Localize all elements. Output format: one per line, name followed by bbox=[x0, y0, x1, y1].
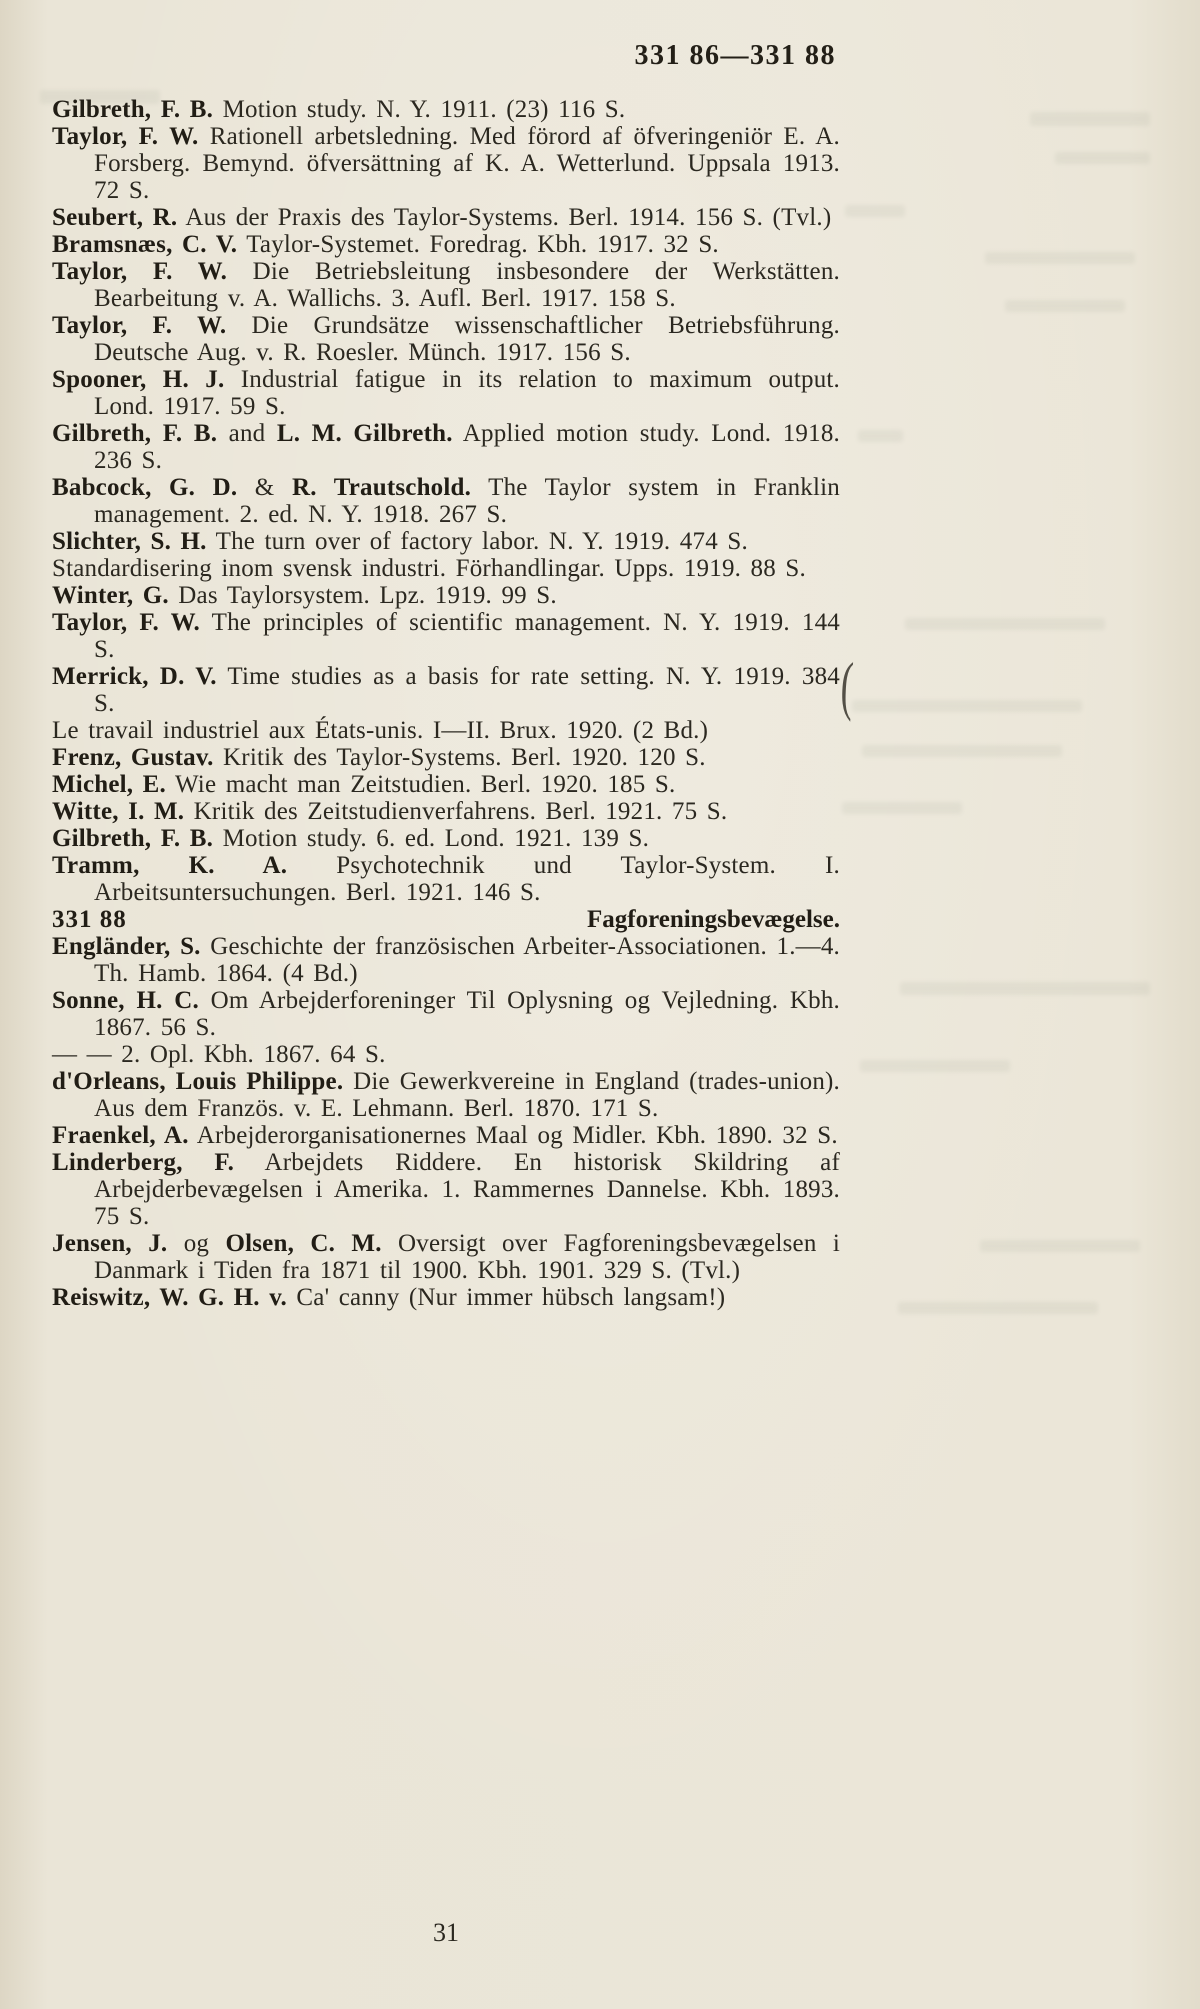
bibliography-entry bbox=[52, 663, 840, 717]
entry-author: Jensen, J. bbox=[52, 1230, 168, 1257]
bleedthrough-mark bbox=[985, 252, 1135, 264]
bibliography-entry bbox=[52, 1284, 840, 1311]
entry-author: Babcock, G. D. bbox=[52, 474, 238, 501]
bibliography-entry bbox=[52, 312, 840, 366]
bibliography-entry bbox=[52, 582, 840, 609]
entry-text: og bbox=[167, 1230, 226, 1257]
entry-author: Engländer, S. bbox=[52, 933, 201, 960]
bibliography-entry bbox=[52, 744, 840, 771]
bibliography-entry bbox=[52, 1068, 840, 1122]
entry-author: d'Orleans, Louis Philippe. bbox=[52, 1068, 344, 1095]
entry-text: Wie macht man Zeitstudien. Berl. 1920. 185 S. bbox=[166, 771, 676, 798]
entry-text: Time studies as a basis for rate setting. N. Y. 1919. 384 S. bbox=[94, 663, 840, 717]
entry-text: Om Arbejderforeninger Til Oplysning og Vejledning. Kbh. 1867. 56 S. bbox=[94, 987, 840, 1041]
entry-author: Gilbreth, F. B. bbox=[52, 420, 218, 447]
bleedthrough-mark bbox=[898, 1302, 1098, 1314]
bleedthrough-mark bbox=[845, 205, 905, 217]
bibliography-entry bbox=[52, 825, 840, 852]
bibliography-entry bbox=[52, 852, 840, 906]
entry-text: Motion study. 6. ed. Lond. 1921. 139 S. bbox=[213, 825, 650, 852]
bibliography-entry bbox=[52, 609, 840, 663]
entry-text: — — 2. Opl. Kbh. 1867. 64 S. bbox=[52, 1041, 386, 1068]
entry-text: Die Betriebsleitung insbesondere der Werkstätten. Bearbeitung v. A. Wallichs. 3. Aufl. Berl. 1917. 158 S. bbox=[94, 258, 840, 312]
bleedthrough-mark bbox=[900, 982, 1150, 995]
entry-author: Merrick, D. V. bbox=[52, 663, 217, 690]
entry-author: Gilbreth, F. B. bbox=[52, 96, 214, 123]
entry-text: Applied motion study. Lond. 1918. 236 S. bbox=[94, 420, 840, 474]
entry-text: The principles of scientific management. N. Y. 1919. 144 S. bbox=[94, 609, 840, 663]
bibliography-entry bbox=[52, 1149, 840, 1230]
entry-text: The Taylor system in Franklin management. 2. ed. N. Y. 1918. 267 S. bbox=[94, 474, 841, 528]
bleedthrough-mark bbox=[860, 1060, 1010, 1072]
section-title: Fagforeningsbevægelse. bbox=[587, 906, 840, 933]
entry-text: and bbox=[217, 420, 277, 447]
bibliography-entry bbox=[52, 1230, 840, 1284]
bibliography-entry bbox=[52, 717, 840, 744]
entry-text: Aus der Praxis des Taylor-Systems. Berl. 1914. 156 S. (Tvl.) bbox=[177, 204, 832, 231]
entry-text: Industrial fatigue in its relation to maximum output. Lond. 1917. 59 S. bbox=[94, 366, 840, 420]
entry-author: Fraenkel, A. bbox=[52, 1122, 189, 1149]
entry-text: Le travail industriel aux États-unis. I—II. Brux. 1920. (2 Bd.) bbox=[52, 717, 709, 744]
entry-author: Reiswitz, W. G. H. v. bbox=[52, 1284, 287, 1311]
page-content bbox=[52, 40, 840, 1311]
entry-text: Die Gewerkvereine in England (trades-union). Aus dem Französ. v. E. Lehmann. Berl. 1870. 171 S. bbox=[94, 1068, 841, 1122]
section-number: 331 88 bbox=[52, 906, 127, 933]
bleedthrough-mark bbox=[980, 1240, 1140, 1252]
entry-author: Taylor, F. W. bbox=[52, 609, 200, 636]
entry-text: Kritik des Zeitstudienverfahrens. Berl. 1921. 75 S. bbox=[184, 798, 728, 825]
entry-text: Das Taylorsystem. Lpz. 1919. 99 S. bbox=[168, 582, 557, 609]
bibliography-entry bbox=[52, 798, 840, 825]
bibliography-entry bbox=[52, 1041, 840, 1068]
bibliography-entry bbox=[52, 204, 840, 231]
bleedthrough-mark bbox=[1030, 112, 1150, 126]
entry-author: Taylor, F. W. bbox=[52, 258, 228, 285]
bleedthrough-mark bbox=[842, 802, 962, 814]
entry-author: Sonne, H. C. bbox=[52, 987, 199, 1014]
bibliography-entry bbox=[52, 933, 840, 987]
entry-author: Gilbreth, F. B. bbox=[52, 825, 214, 852]
entry-author: L. M. Gilbreth. bbox=[276, 420, 453, 447]
entry-text: Rationell arbetsledning. Med förord af öfveringeniör E. A. Forsberg. Bemynd. öfversättning af K. A. Wetterlund. Uppsala 1913. 72 S. bbox=[94, 123, 840, 204]
entry-author: Frenz, Gustav. bbox=[52, 744, 214, 771]
catalog-range-header: 331 86—331 88 bbox=[634, 40, 836, 71]
entry-author: Linderberg, F. bbox=[52, 1149, 235, 1176]
entry-text: Motion study. N. Y. 1911. (23) 116 S. bbox=[213, 96, 626, 123]
entry-author: Winter, G. bbox=[52, 582, 169, 609]
entry-author: Taylor, F. W. bbox=[52, 123, 199, 150]
bibliography-entry bbox=[52, 771, 840, 798]
section-heading bbox=[52, 906, 840, 933]
stray-pen-mark: ( bbox=[839, 648, 855, 723]
entry-text: & bbox=[237, 474, 292, 501]
bibliography-entry bbox=[52, 555, 840, 582]
bleedthrough-mark bbox=[852, 700, 1082, 712]
entry-author: Taylor, F. W. bbox=[52, 312, 227, 339]
entry-text: Standardisering inom svensk industri. Förhandlingar. Upps. 1919. 88 S. bbox=[52, 555, 806, 582]
bibliography bbox=[52, 96, 840, 1311]
entry-author: Spooner, H. J. bbox=[52, 366, 225, 393]
bibliography-entry bbox=[52, 420, 840, 474]
bleedthrough-mark bbox=[1055, 152, 1150, 164]
entry-author: Bramsnæs, C. V. bbox=[52, 231, 238, 258]
entry-text: Oversigt over Fagforeningsbevægelsen i Danmark i Tiden fra 1871 til 1900. Kbh. 1901. 329 S. (Tvl.) bbox=[94, 1230, 841, 1284]
entry-text: The turn over of factory labor. N. Y. 1919. 474 S. bbox=[206, 528, 748, 555]
entry-text: Arbejdets Riddere. En historisk Skildring af Arbejderbevægelsen i Amerika. 1. Rammernes Dannelse. Kbh. 1893. 75 S. bbox=[94, 1149, 840, 1230]
bibliography-entry bbox=[52, 1122, 840, 1149]
entry-author: Slichter, S. H. bbox=[52, 528, 207, 555]
bibliography-entry bbox=[52, 96, 840, 123]
entry-author: Michel, E. bbox=[52, 771, 167, 798]
bibliography-entry bbox=[52, 366, 840, 420]
entry-author: Seubert, R. bbox=[52, 204, 178, 231]
page-number: 31 bbox=[433, 1918, 459, 1947]
bleedthrough-mark bbox=[1005, 300, 1125, 312]
bibliography-entry bbox=[52, 987, 840, 1041]
entry-author: Witte, I. M. bbox=[52, 798, 185, 825]
bleedthrough-mark bbox=[858, 430, 903, 442]
bleedthrough-mark bbox=[905, 618, 1105, 630]
bibliography-entry bbox=[52, 528, 840, 555]
entry-text: Die Grundsätze wissenschaftlicher Betriebsführung. Deutsche Aug. v. R. Roesler. Münch. 1917. 156 S. bbox=[94, 312, 840, 366]
entry-author: R. Trautschold. bbox=[291, 474, 472, 501]
entry-text: Arbejderorganisationernes Maal og Midler. Kbh. 1890. 32 S. bbox=[188, 1122, 838, 1149]
entry-text: Psychotechnik und Taylor-System. I. Arbeitsuntersuchungen. Berl. 1921. 146 S. bbox=[94, 852, 840, 906]
entry-text: Ca' canny (Nur immer hübsch langsam!) bbox=[286, 1284, 726, 1311]
entry-author: Olsen, C. M. bbox=[225, 1230, 382, 1257]
entry-text: Taylor-Systemet. Foredrag. Kbh. 1917. 32 S. bbox=[237, 231, 719, 258]
bibliography-entry bbox=[52, 258, 840, 312]
bleedthrough-mark bbox=[862, 745, 1062, 757]
bibliography-entry bbox=[52, 231, 840, 258]
bibliography-entry bbox=[52, 474, 840, 528]
entry-text: Geschichte der französischen Arbeiter-Associationen. 1.—4. Th. Hamb. 1864. (4 Bd.) bbox=[94, 933, 841, 987]
entry-text: Kritik des Taylor-Systems. Berl. 1920. 120 S. bbox=[213, 744, 706, 771]
entry-author: Tramm, K. A. bbox=[52, 852, 288, 879]
bibliography-entry bbox=[52, 123, 840, 204]
